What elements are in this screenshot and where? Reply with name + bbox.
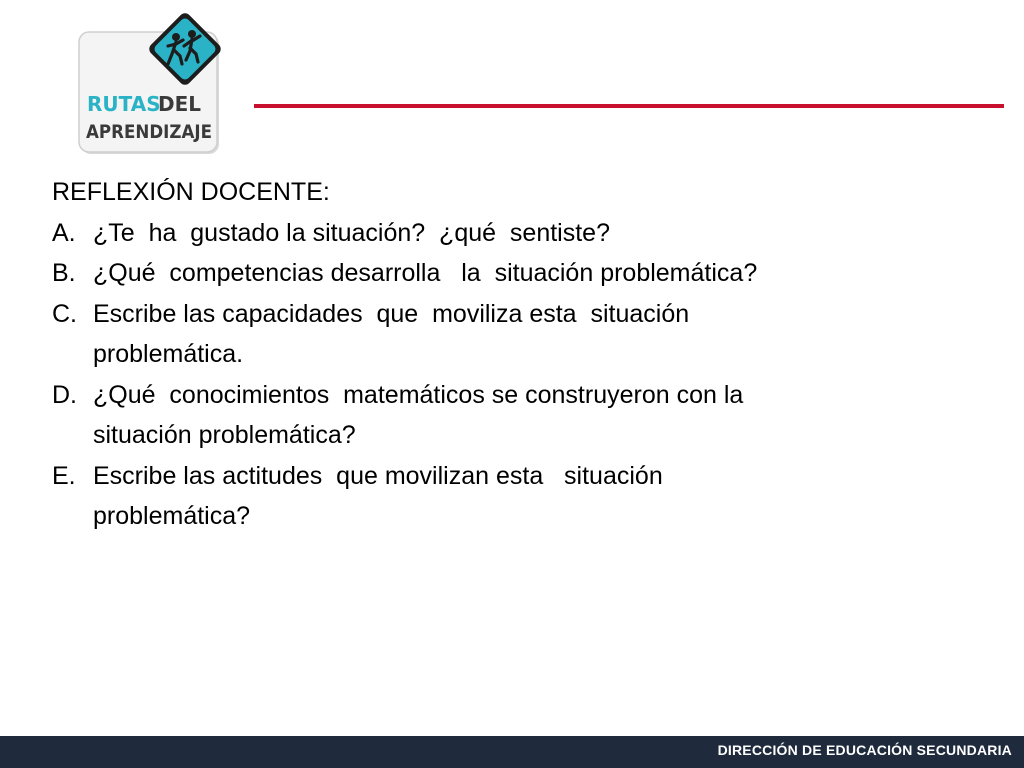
footer-label: DIRECCIÓN DE EDUCACIÓN SECUNDARIA [717,742,1012,758]
question-text: Escribe las actitudes que movilizan esta situación problemática? [93,461,663,530]
question-item [52,294,982,375]
logo-text-aprendizaje: APRENDIZAJE [86,121,212,143]
question-letter: C. [52,299,77,328]
question-item [52,456,982,537]
question-item [52,213,982,254]
question-text: ¿Te ha gustado la situación? ¿qué sentiste? [93,218,610,247]
question-text: Escribe las capacidades que moviliza esta situación problemática. [93,299,690,368]
logo-text-del: DEL [158,92,202,116]
question-letter: B. [52,259,76,287]
slide-content [52,172,982,537]
slide-heading: REFLEXIÓN DOCENTE: [52,178,330,206]
question-letter: A. [52,218,76,247]
question-item [52,375,982,456]
question-text: ¿Qué competencias desarrolla la situación problemática? [93,259,758,287]
question-text: ¿Qué conocimientos matemáticos se construyeron con la situación problemática? [93,380,744,449]
rutas-del-aprendizaje-logo [78,12,224,158]
question-letter: D. [52,380,77,409]
footer-bar [0,736,1024,768]
header-red-rule [254,104,1004,108]
question-item [52,253,982,294]
logo-text-rutas: RUTAS [87,92,161,116]
question-letter: E. [52,461,76,490]
